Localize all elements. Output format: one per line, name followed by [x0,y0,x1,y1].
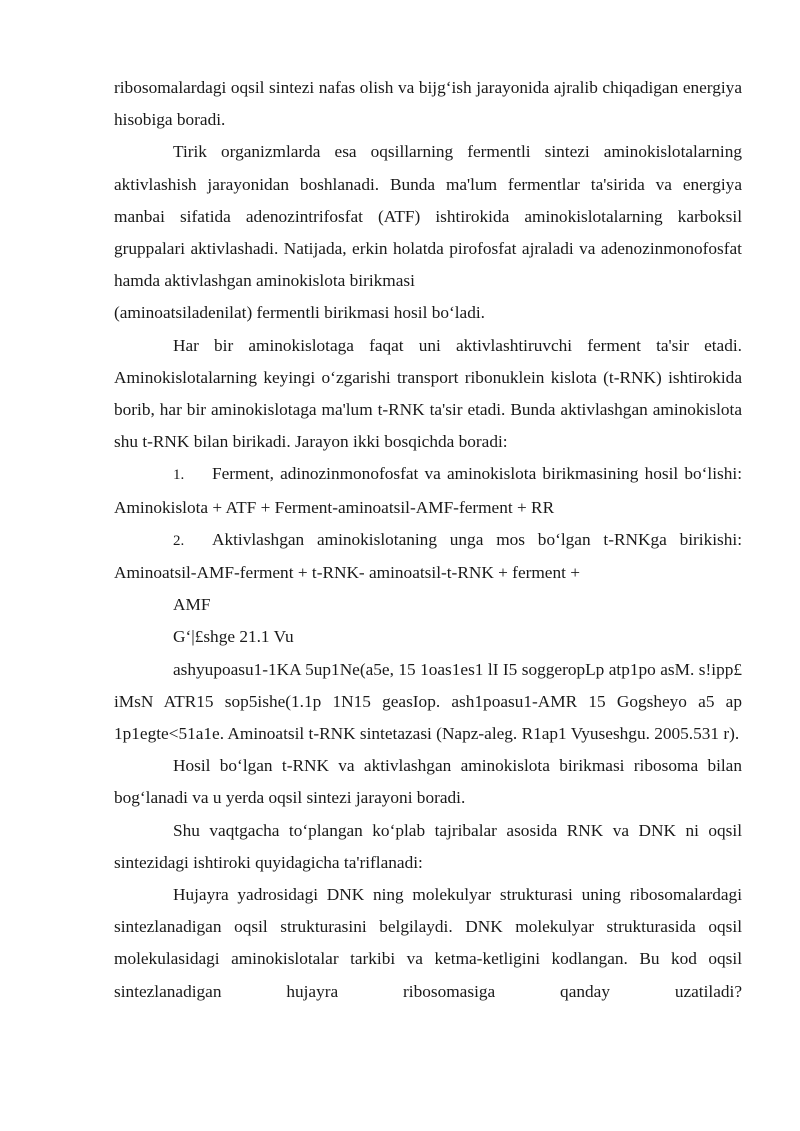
figure-caption: G‘|£shge 21.1 Vu [173,627,294,647]
paragraph-enzymatic-synthesis-end: (aminoatsiladenilat) fermentli birikmasi hosil bo‘ladi. [114,303,485,323]
paragraph-enzymatic-synthesis: Tirik organizmlarda esa oqsillarning fermentli sintezi aminokislotalarning aktivlashish jarayonidan boshlanadi. Bunda ma'lum fermentlar ta'sirida va energiya manbai sifatida adenozintrifosfat (ATF) ishtirokida aminokislotalarning karboksil gruppalari aktivlashadi. Natijada, erkin holatda pirofosfat ajraladi va adenozinmonofosfat hamda aktivlashgan aminokislota birikmasi [114,142,742,291]
body-text [114,72,742,1008]
paragraph-garbled-caption: ashyupoasu1-1KA 5up1Ne(a5e, 15 1oas1es1 lI I5 soggeropLp atp1po asM. s!ipp£ iMsN ATR15 sop5ishe(1.1p 1N15 geasIop. ash1poasu1-AMR 15 Gogsheyo a5 ap 1p1egte<51a1e. Aminoatsil t-RNK sintetazasi (Napz-aleg. R1ap1 Vyuseshgu. 2005.531 r). [114,659,742,744]
paragraph-continuation: ribosomalardagi oqsil sintezi nafas olish va bijg‘ish jarayonida ajralib chiqadigan energiya hisobiga boradi. [114,78,742,130]
list-number: 1. [173,467,185,484]
paragraph-ribosome-binding: Hosil bo‘lgan t-RNK va aktivlashgan aminokislota birikmasi ribosoma bilan bog‘lanadi va u yerda oqsil sintezi jarayoni boradi. [114,756,742,808]
equation-continuation: AMF [173,595,211,615]
list-item-text: Aktivlashgan aminokislotaning unga mos bo‘lgan t-RNKga birikishi: Aminoatsil-AMF-ferment + t-RNK- aminoatsil-t-RNK + ferment + [114,529,742,583]
list-number: 2. [173,532,185,549]
paragraph-dna-structure: Hujayra yadrosidagi DNK ning molekulyar strukturasi uning ribosomalardagi sintezlanadigan oqsil strukturasini belgilaydi. DNK molekulyar strukturasida oqsil molekulasidagi aminokislotalar tarkibi va ketma-ketligini kodlangan. Bu kod oqsil sintezlanadigan hujayra ribosomasiga qanday uzatiladi? [114,885,742,1001]
list-item-text: Ferment, adinozinmonofosfat va aminokislota birikmasining hosil bo‘lishi: Aminokislota + ATF + Ferment-aminoatsil-AMF-ferment + RR [114,464,742,517]
list-item [114,458,742,523]
list-item [114,524,742,589]
paragraph-rna-dna-role: Shu vaqtgacha to‘plangan ko‘plab tajribalar asosida RNK va DNK ni oqsil sintezidagi ishtiroki quyidagicha ta'riflanadi: [114,820,742,872]
paragraph-aminoacid-activation: Har bir aminokislotaga faqat uni aktivlashtiruvchi ferment ta'sir etadi. Aminokislotalarning keyingi o‘zgarishi transport ribonuklein kislota (t-RNK) ishtirokida borib, har bir aminokislotaga ma'lum t-RNK ta'sir etadi. Bunda aktivlashgan aminokislota shu t-RNK bilan birikadi. Jarayon ikki bosqichda boradi: [114,335,742,452]
